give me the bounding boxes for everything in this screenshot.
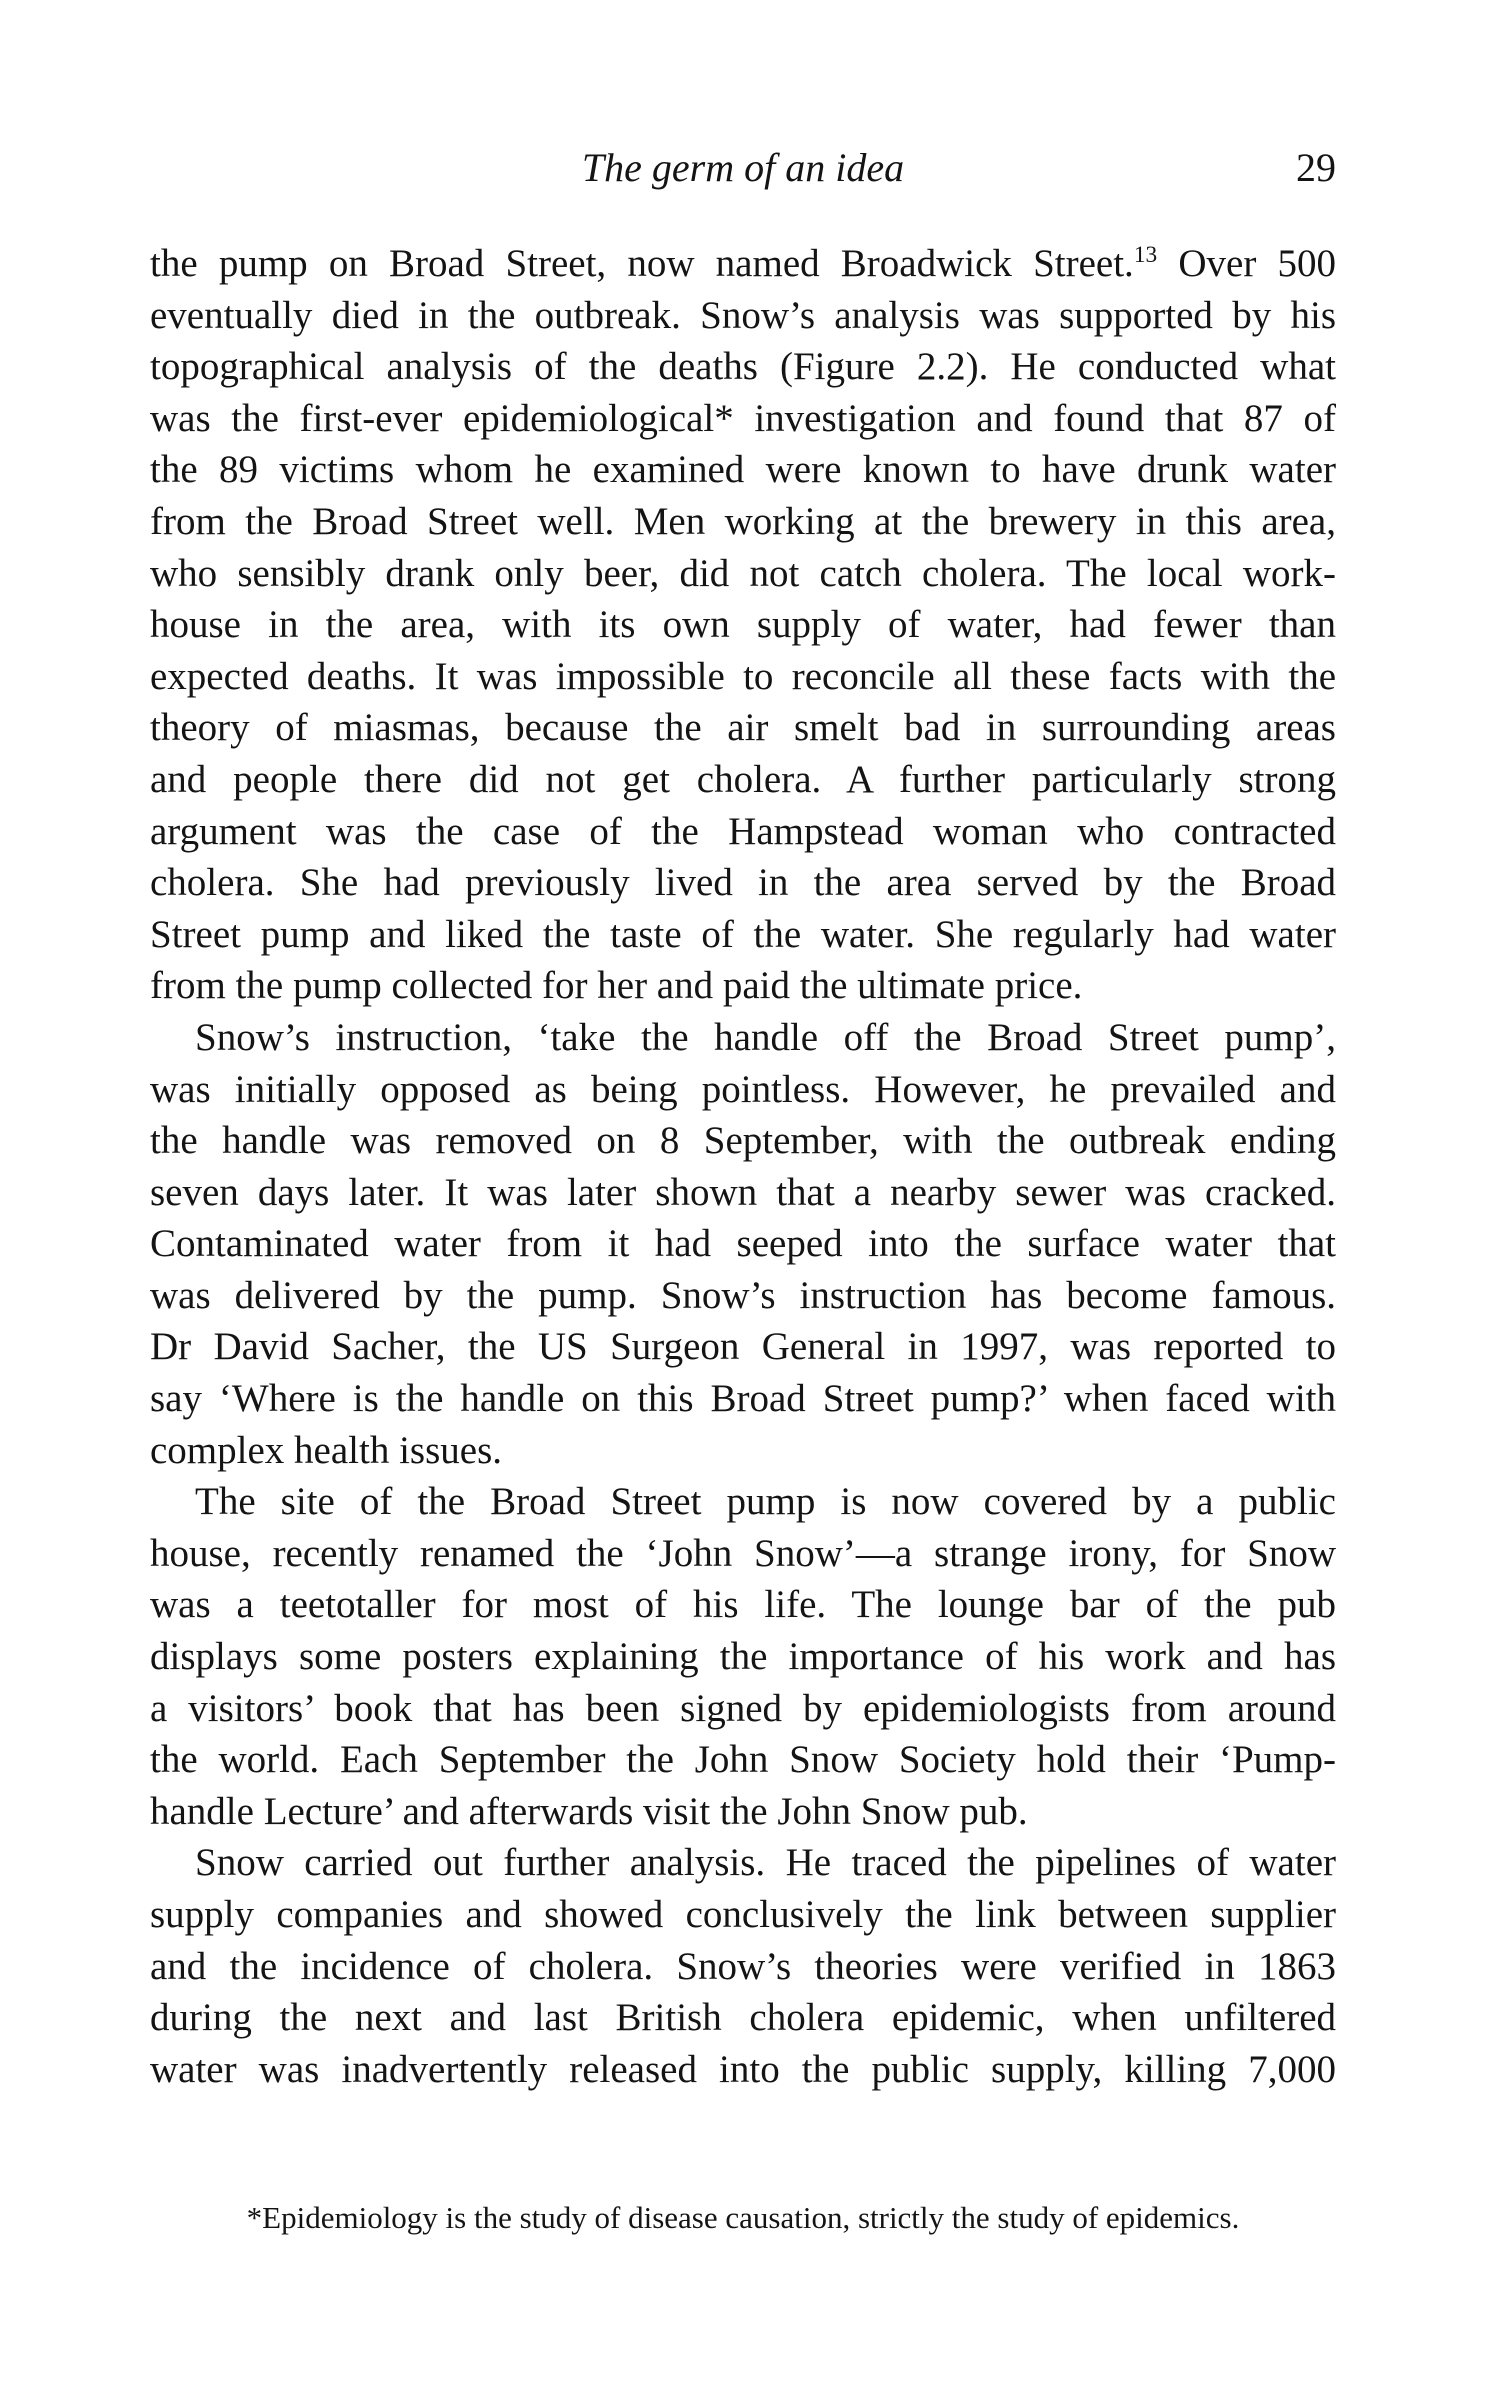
text-line: house, recently renamed the ‘John Snow’—a strange irony, for Snow (150, 1531, 1336, 1575)
text-line: handle Lecture’ and afterwards visit the John Snow pub. (150, 1789, 1028, 1833)
text-line: was initially opposed as being pointless. However, he prevailed and (150, 1067, 1336, 1111)
text-line: and people there did not get cholera. A further particularly strong (150, 757, 1336, 801)
paragraph-3 (150, 1476, 1336, 1837)
text-segment: the pump on Broad Street, now named Broadwick Street. (150, 242, 1134, 285)
text-line: topographical analysis of the deaths (Figure 2.2). He conducted what (150, 345, 1336, 389)
text-line: say ‘Where is the handle on this Broad Street pump?’ when faced with (150, 1377, 1336, 1421)
text-line: during the next and last British cholera epidemic, when unfiltered (150, 1996, 1336, 2040)
page-number: 29 (1296, 145, 1336, 190)
text-line: Snow carried out further analysis. He traced the pipelines of water (195, 1841, 1336, 1885)
text-line: theory of miasmas, because the air smelt bad in surrounding areas (150, 706, 1336, 750)
body-text (150, 238, 1336, 2095)
text-segment: Over 500 (1157, 242, 1336, 285)
text-line: Dr David Sacher, the US Surgeon General in 1997, was reported to (150, 1325, 1336, 1369)
footnote: *Epidemiology is the study of disease causation, strictly the study of epidemics. (246, 2200, 1240, 2235)
text-line: the world. Each September the John Snow Society hold their ‘Pump- (150, 1738, 1336, 1782)
text-line: was delivered by the pump. Snow’s instruction has become famous. (150, 1273, 1336, 1317)
running-head (150, 142, 1336, 202)
text-line: argument was the case of the Hampstead woman who contracted (150, 809, 1336, 853)
text-line: Street pump and liked the taste of the water. She regularly had water (150, 912, 1336, 956)
text-line: Snow’s instruction, ‘take the handle off the Broad Street pump’, (195, 1015, 1336, 1059)
text-line: cholera. She had previously lived in the area served by the Broad (150, 861, 1336, 905)
running-title: The germ of an idea (581, 145, 905, 190)
paragraph-1 (150, 238, 1336, 1012)
text-line: the handle was removed on 8 September, with the outbreak ending (150, 1119, 1336, 1163)
text-line: house in the area, with its own supply of water, had fewer than (150, 603, 1336, 647)
text-line: the 89 victims whom he examined were known to have drunk water (150, 448, 1336, 492)
text-line: a visitors’ book that has been signed by epidemiologists from around (150, 1686, 1336, 1730)
text-line: water was inadvertently released into the public supply, killing 7,000 (150, 2047, 1336, 2091)
text-line: was a teetotaller for most of his life. The lounge bar of the pub (150, 1583, 1336, 1627)
text-line: expected deaths. It was impossible to reconcile all these facts with the (150, 654, 1336, 698)
text-line: supply companies and showed conclusively the link between supplier (150, 1893, 1336, 1936)
text-line (150, 238, 1336, 290)
text-line: complex health issues. (150, 1428, 503, 1472)
text-line: seven days later. It was later shown that a nearby sewer was cracked. (150, 1170, 1336, 1214)
text-line: from the pump collected for her and paid the ultimate price. (150, 964, 1083, 1008)
paragraph-4 (150, 1837, 1336, 2095)
text-line: was the first-ever epidemiological* investigation and found that 87 of (150, 396, 1336, 440)
text-line: displays some posters explaining the importance of his work and has (150, 1635, 1336, 1679)
text-line: Contaminated water from it had seeped into the surface water that (150, 1222, 1336, 1266)
text-line: eventually died in the outbreak. Snow’s analysis was supported by his (150, 293, 1336, 337)
text-line: who sensibly drank only beer, did not catch cholera. The local work- (150, 551, 1336, 595)
text-line: The site of the Broad Street pump is now covered by a public (195, 1480, 1336, 1524)
text-line: and the incidence of cholera. Snow’s theories were verified in 1863 (150, 1944, 1336, 1988)
footnote-ref-13: 13 (1133, 241, 1158, 268)
paragraph-2 (150, 1012, 1336, 1476)
text-line: from the Broad Street well. Men working at the brewery in this area, (150, 499, 1336, 543)
